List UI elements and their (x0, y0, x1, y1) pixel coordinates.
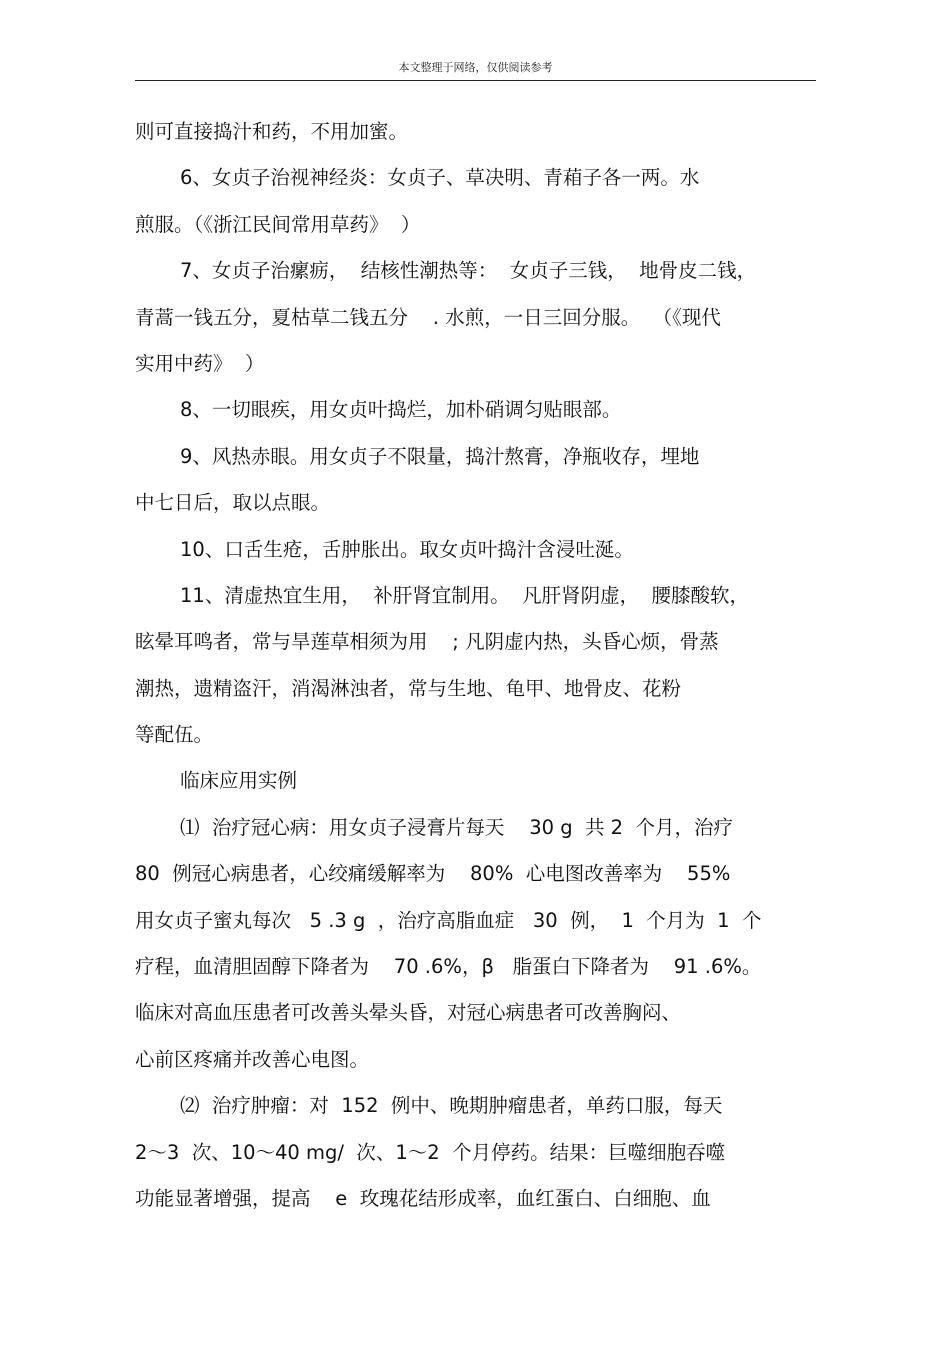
section-heading: 临床应用实例 (180, 769, 298, 793)
text-line: ⑵ 治疗肿瘤：对 152 例中、晚期肿瘤患者，单药口服，每天 (180, 1094, 723, 1118)
text-line: 心前区疼痛并改善心电图。 (135, 1047, 370, 1071)
text-line: 7、女贞子治瘰疬， 结核性潮热等： 女贞子三钱， 地骨皮二钱， (180, 259, 757, 283)
text-line: 9、风热赤眼。用女贞子不限量，捣汁熬膏，净瓶收存，埋地 (180, 444, 700, 468)
text-line: 疗程，血清胆固醇下降者为 70 .6%，β 脂蛋白下降者为 91 .6%。 (135, 955, 762, 979)
text-line: 煎服。（《浙江民间常用草药》 ） (135, 212, 421, 236)
text-line: 实用中药》 ） (135, 351, 265, 375)
text-line: 11、清虚热宜生用， 补肝肾宜制用。 凡肝肾阴虚， 腰膝酸软， (180, 583, 750, 607)
text-line: 用女贞子蜜丸每次 5 .3 g ，治疗高脂血症 30 例， 1 个月为 1 个 (135, 908, 762, 932)
text-line: 潮热，遗精盗汗，消渴淋浊者，常与生地、龟甲、地骨皮、花粉 (135, 676, 682, 700)
text-line: 80 例冠心病患者，心绞痛缓解率为 80% 心电图改善率为 55% (135, 862, 731, 886)
text-line: 6、女贞子治视神经炎：女贞子、草决明、青葙子各一两。水 (180, 166, 700, 190)
text-line: 则可直接捣汁和药，不用加蜜。 (135, 120, 409, 143)
text-line: 临床对高血压患者可改善头晕头昏，对冠心病患者可改善胸闷、 (135, 1001, 682, 1025)
text-line: 8、一切眼疾，用女贞叶捣烂，加朴硝调匀贴眼部。 (180, 398, 622, 422)
text-line: 中七日后，取以点眼。 (135, 491, 331, 515)
text-line: 10、口舌生疮，舌肿胀出。取女贞叶捣汁含浸吐涎。 (180, 537, 634, 561)
text-line: 2～3 次、10～40 mg/ 次、1～2 个月停药。结果：巨噬细胞吞噬 (135, 1140, 726, 1164)
document-body (135, 115, 825, 1228)
text-line: ⑴ 治疗冠心病：用女贞子浸膏片每天 30 g 共 2 个月，治疗 (180, 815, 733, 839)
text-line: 等配伍。 (135, 723, 214, 747)
text-line: 功能显著增强，提高 e 玫瑰花结形成率，血红蛋白、白细胞、血 (135, 1186, 711, 1210)
text-line: 青蒿一钱五分，夏枯草二钱五分 . 水煎，一日三回分服。 （《现代 (135, 305, 721, 329)
page-header: 本文整理于网络，仅供阅读参考 (135, 58, 816, 81)
text-line: 眩晕耳鸣者，常与旱莲草相须为用 ; 凡阴虚内热，头昏心烦，骨蒸 (135, 630, 719, 654)
